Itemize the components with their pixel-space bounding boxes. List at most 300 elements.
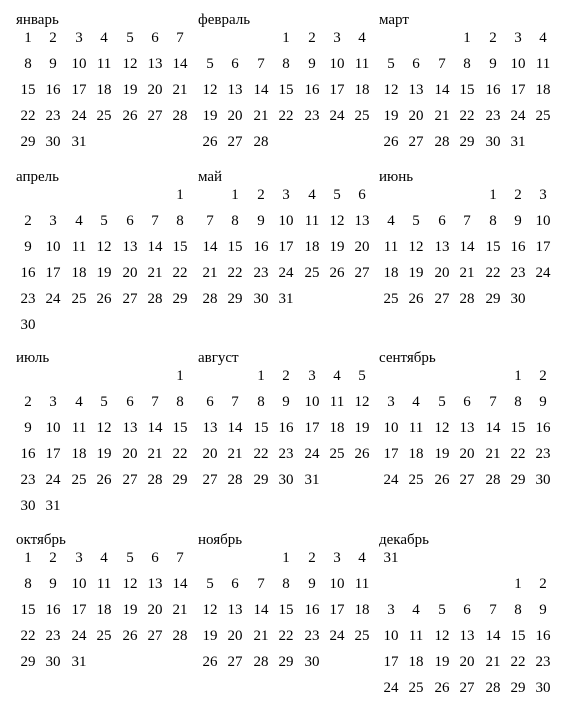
- day-cell: 4: [100, 550, 108, 566]
- day-cell: 2: [539, 368, 547, 384]
- day-cell: 8: [24, 576, 32, 592]
- day-cell: 7: [151, 213, 159, 229]
- day-cell: 7: [151, 394, 159, 410]
- day-cell: 11: [96, 576, 112, 592]
- day-cell: 6: [231, 56, 239, 72]
- day-cell: 3: [75, 550, 83, 566]
- day-cell: 19: [202, 628, 218, 644]
- week-row: [379, 363, 551, 389]
- day-cell: 22: [278, 108, 294, 124]
- day-cell: 29: [172, 291, 188, 307]
- month-title: май: [198, 169, 223, 185]
- day-cell: 15: [253, 420, 269, 436]
- day-cell: 10: [71, 56, 87, 72]
- day-cell: 23: [20, 291, 36, 307]
- day-cell: 28: [434, 134, 450, 150]
- day-cell: 8: [282, 56, 290, 72]
- day-cell: 24: [45, 291, 61, 307]
- week-row: [198, 103, 370, 129]
- day-cell: 6: [151, 30, 159, 46]
- month-grid: [198, 25, 370, 155]
- week-row: [198, 208, 370, 234]
- week-row: [16, 623, 188, 649]
- day-cell: 25: [304, 265, 320, 281]
- day-cell: 4: [387, 213, 395, 229]
- day-cell: 25: [408, 680, 424, 696]
- day-cell: 17: [45, 265, 61, 281]
- week-row: [379, 675, 551, 701]
- day-cell: 23: [278, 446, 294, 462]
- day-cell: 25: [408, 472, 424, 488]
- week-row: [198, 545, 370, 571]
- week-row: [16, 208, 188, 234]
- day-cell: 1: [282, 30, 290, 46]
- week-row: [198, 415, 370, 441]
- day-cell: 7: [489, 394, 497, 410]
- day-cell: 28: [227, 472, 243, 488]
- day-cell: 19: [202, 108, 218, 124]
- week-row: [198, 649, 370, 675]
- day-cell: 17: [383, 446, 399, 462]
- day-cell: 12: [408, 239, 424, 255]
- day-cell: 22: [227, 265, 243, 281]
- day-cell: 17: [71, 602, 87, 618]
- week-row: [16, 571, 188, 597]
- day-cell: 4: [308, 187, 316, 203]
- day-cell: 13: [202, 420, 218, 436]
- day-cell: 5: [358, 368, 366, 384]
- day-cell: 18: [354, 82, 370, 98]
- day-cell: 4: [75, 394, 83, 410]
- month-title: октябрь: [16, 532, 66, 548]
- day-cell: 1: [231, 187, 239, 203]
- day-cell: 22: [459, 108, 475, 124]
- day-cell: 29: [278, 654, 294, 670]
- day-cell: 27: [408, 134, 424, 150]
- month-grid: [16, 363, 188, 519]
- week-row: [16, 415, 188, 441]
- day-cell: 13: [434, 239, 450, 255]
- day-cell: 7: [438, 56, 446, 72]
- month-grid: [379, 363, 551, 493]
- day-cell: 29: [253, 472, 269, 488]
- day-cell: 6: [126, 394, 134, 410]
- day-cell: 30: [278, 472, 294, 488]
- day-cell: 9: [514, 213, 522, 229]
- day-cell: 10: [510, 56, 526, 72]
- day-cell: 15: [172, 420, 188, 436]
- day-cell: 11: [304, 213, 320, 229]
- week-row: [379, 260, 551, 286]
- day-cell: 10: [71, 576, 87, 592]
- day-cell: 29: [20, 134, 36, 150]
- month-title: март: [379, 12, 409, 28]
- day-cell: 9: [49, 576, 57, 592]
- month-grid: [16, 545, 188, 675]
- day-cell: 5: [206, 56, 214, 72]
- day-cell: 26: [329, 265, 345, 281]
- week-row: [379, 182, 551, 208]
- month-grid: [379, 25, 551, 155]
- day-cell: 14: [485, 628, 501, 644]
- day-cell: 4: [358, 30, 366, 46]
- day-cell: 29: [510, 472, 526, 488]
- day-cell: 26: [202, 654, 218, 670]
- day-cell: 1: [282, 550, 290, 566]
- day-cell: 11: [354, 576, 370, 592]
- week-row: [379, 389, 551, 415]
- day-cell: 23: [485, 108, 501, 124]
- day-cell: 1: [176, 368, 184, 384]
- day-cell: 24: [304, 446, 320, 462]
- day-cell: 24: [71, 628, 87, 644]
- day-cell: 14: [172, 56, 188, 72]
- day-cell: 13: [122, 420, 138, 436]
- day-cell: 13: [408, 82, 424, 98]
- month-grid: [198, 545, 370, 675]
- day-cell: 12: [354, 394, 370, 410]
- day-cell: 23: [20, 472, 36, 488]
- day-cell: 5: [100, 394, 108, 410]
- day-cell: 20: [147, 82, 163, 98]
- day-cell: 7: [257, 56, 265, 72]
- day-cell: 30: [45, 134, 61, 150]
- day-cell: 28: [459, 291, 475, 307]
- day-cell: 15: [459, 82, 475, 98]
- day-cell: 16: [45, 82, 61, 98]
- week-row: [198, 129, 370, 155]
- day-cell: 11: [408, 420, 424, 436]
- day-cell: 29: [227, 291, 243, 307]
- day-cell: 18: [383, 265, 399, 281]
- day-cell: 11: [535, 56, 551, 72]
- day-cell: 12: [434, 420, 450, 436]
- day-cell: 30: [535, 680, 551, 696]
- day-cell: 25: [329, 446, 345, 462]
- day-cell: 28: [485, 472, 501, 488]
- day-cell: 8: [176, 213, 184, 229]
- day-cell: 19: [434, 654, 450, 670]
- day-cell: 27: [202, 472, 218, 488]
- day-cell: 14: [147, 420, 163, 436]
- week-row: [198, 182, 370, 208]
- week-row: [379, 103, 551, 129]
- week-row: [198, 363, 370, 389]
- week-row: [16, 103, 188, 129]
- day-cell: 7: [176, 550, 184, 566]
- day-cell: 3: [333, 30, 341, 46]
- day-cell: 29: [172, 472, 188, 488]
- day-cell: 16: [510, 239, 526, 255]
- day-cell: 3: [387, 602, 395, 618]
- day-cell: 10: [278, 213, 294, 229]
- week-row: [16, 129, 188, 155]
- day-cell: 5: [100, 213, 108, 229]
- day-cell: 11: [354, 56, 370, 72]
- week-row: [379, 234, 551, 260]
- day-cell: 5: [387, 56, 395, 72]
- day-cell: 3: [75, 30, 83, 46]
- day-cell: 2: [257, 187, 265, 203]
- day-cell: 31: [71, 654, 87, 670]
- day-cell: 6: [206, 394, 214, 410]
- day-cell: 12: [329, 213, 345, 229]
- day-cell: 20: [202, 446, 218, 462]
- day-cell: 27: [434, 291, 450, 307]
- day-cell: 8: [24, 56, 32, 72]
- day-cell: 3: [49, 213, 57, 229]
- day-cell: 7: [463, 213, 471, 229]
- day-cell: 7: [176, 30, 184, 46]
- day-cell: 14: [227, 420, 243, 436]
- day-cell: 3: [514, 30, 522, 46]
- day-cell: 3: [49, 394, 57, 410]
- day-cell: 10: [45, 420, 61, 436]
- day-cell: 31: [510, 134, 526, 150]
- day-cell: 25: [354, 628, 370, 644]
- month-title: август: [198, 350, 239, 366]
- week-row: [379, 545, 551, 571]
- day-cell: 29: [485, 291, 501, 307]
- week-row: [16, 312, 188, 338]
- day-cell: 9: [282, 394, 290, 410]
- month-title: сентябрь: [379, 350, 436, 366]
- day-cell: 20: [227, 108, 243, 124]
- day-cell: 24: [383, 472, 399, 488]
- day-cell: 24: [535, 265, 551, 281]
- day-cell: 16: [485, 82, 501, 98]
- day-cell: 20: [459, 446, 475, 462]
- day-cell: 30: [20, 498, 36, 514]
- day-cell: 22: [510, 446, 526, 462]
- day-cell: 4: [100, 30, 108, 46]
- month-title: январь: [16, 12, 59, 28]
- week-row: [16, 182, 188, 208]
- week-row: [16, 51, 188, 77]
- day-cell: 30: [510, 291, 526, 307]
- day-cell: 19: [408, 265, 424, 281]
- day-cell: 13: [147, 576, 163, 592]
- day-cell: 12: [96, 420, 112, 436]
- day-cell: 2: [24, 213, 32, 229]
- week-row: [198, 260, 370, 286]
- day-cell: 25: [71, 291, 87, 307]
- day-cell: 20: [459, 654, 475, 670]
- day-cell: 20: [434, 265, 450, 281]
- day-cell: 21: [485, 446, 501, 462]
- day-cell: 30: [304, 654, 320, 670]
- day-cell: 22: [253, 446, 269, 462]
- day-cell: 21: [147, 446, 163, 462]
- day-cell: 2: [308, 30, 316, 46]
- month-grid: [16, 182, 188, 338]
- day-cell: 9: [308, 56, 316, 72]
- day-cell: 19: [354, 420, 370, 436]
- day-cell: 27: [354, 265, 370, 281]
- day-cell: 9: [539, 394, 547, 410]
- day-cell: 12: [434, 628, 450, 644]
- day-cell: 26: [96, 472, 112, 488]
- day-cell: 11: [71, 420, 87, 436]
- day-cell: 1: [463, 30, 471, 46]
- day-cell: 11: [383, 239, 399, 255]
- week-row: [198, 25, 370, 51]
- day-cell: 18: [96, 602, 112, 618]
- day-cell: 14: [253, 82, 269, 98]
- day-cell: 20: [147, 602, 163, 618]
- week-row: [16, 597, 188, 623]
- day-cell: 11: [408, 628, 424, 644]
- week-row: [379, 441, 551, 467]
- day-cell: 18: [535, 82, 551, 98]
- week-row: [198, 441, 370, 467]
- day-cell: 21: [485, 654, 501, 670]
- day-cell: 27: [122, 291, 138, 307]
- day-cell: 18: [408, 446, 424, 462]
- day-cell: 9: [539, 602, 547, 618]
- day-cell: 29: [510, 680, 526, 696]
- day-cell: 9: [49, 56, 57, 72]
- week-row: [16, 389, 188, 415]
- day-cell: 18: [304, 239, 320, 255]
- day-cell: 28: [147, 291, 163, 307]
- day-cell: 2: [49, 550, 57, 566]
- day-cell: 22: [510, 654, 526, 670]
- week-row: [379, 649, 551, 675]
- week-row: [379, 208, 551, 234]
- day-cell: 8: [463, 56, 471, 72]
- day-cell: 16: [20, 446, 36, 462]
- day-cell: 15: [227, 239, 243, 255]
- day-cell: 14: [253, 602, 269, 618]
- day-cell: 7: [489, 602, 497, 618]
- day-cell: 23: [253, 265, 269, 281]
- day-cell: 28: [172, 108, 188, 124]
- month-title: ноябрь: [198, 532, 243, 548]
- day-cell: 24: [45, 472, 61, 488]
- day-cell: 9: [24, 420, 32, 436]
- day-cell: 15: [278, 602, 294, 618]
- day-cell: 8: [514, 394, 522, 410]
- day-cell: 2: [489, 30, 497, 46]
- day-cell: 15: [510, 420, 526, 436]
- day-cell: 11: [96, 56, 112, 72]
- day-cell: 29: [459, 134, 475, 150]
- week-row: [379, 77, 551, 103]
- day-cell: 4: [358, 550, 366, 566]
- week-row: [379, 415, 551, 441]
- day-cell: 13: [227, 602, 243, 618]
- day-cell: 2: [49, 30, 57, 46]
- day-cell: 26: [96, 291, 112, 307]
- day-cell: 29: [20, 654, 36, 670]
- day-cell: 31: [45, 498, 61, 514]
- day-cell: 23: [535, 654, 551, 670]
- day-cell: 30: [253, 291, 269, 307]
- week-row: [379, 623, 551, 649]
- day-cell: 16: [45, 602, 61, 618]
- week-row: [198, 389, 370, 415]
- day-cell: 8: [257, 394, 265, 410]
- day-cell: 4: [75, 213, 83, 229]
- day-cell: 8: [282, 576, 290, 592]
- day-cell: 22: [20, 108, 36, 124]
- day-cell: 25: [354, 108, 370, 124]
- day-cell: 23: [45, 628, 61, 644]
- day-cell: 21: [202, 265, 218, 281]
- day-cell: 10: [45, 239, 61, 255]
- day-cell: 3: [282, 187, 290, 203]
- day-cell: 1: [514, 368, 522, 384]
- month-title: апрель: [16, 169, 59, 185]
- day-cell: 18: [71, 265, 87, 281]
- day-cell: 4: [412, 394, 420, 410]
- week-row: [16, 441, 188, 467]
- month-grid: [379, 182, 551, 312]
- day-cell: 30: [485, 134, 501, 150]
- day-cell: 21: [253, 108, 269, 124]
- day-cell: 10: [383, 628, 399, 644]
- day-cell: 1: [24, 550, 32, 566]
- day-cell: 26: [383, 134, 399, 150]
- day-cell: 17: [71, 82, 87, 98]
- week-row: [16, 493, 188, 519]
- day-cell: 25: [71, 472, 87, 488]
- day-cell: 18: [329, 420, 345, 436]
- week-row: [16, 286, 188, 312]
- day-cell: 19: [329, 239, 345, 255]
- day-cell: 26: [434, 680, 450, 696]
- week-row: [198, 597, 370, 623]
- day-cell: 6: [412, 56, 420, 72]
- day-cell: 12: [202, 602, 218, 618]
- day-cell: 17: [278, 239, 294, 255]
- week-row: [198, 571, 370, 597]
- day-cell: 21: [253, 628, 269, 644]
- day-cell: 4: [412, 602, 420, 618]
- week-row: [198, 234, 370, 260]
- day-cell: 13: [227, 82, 243, 98]
- day-cell: 12: [96, 239, 112, 255]
- day-cell: 22: [172, 446, 188, 462]
- day-cell: 14: [172, 576, 188, 592]
- day-cell: 17: [45, 446, 61, 462]
- day-cell: 13: [122, 239, 138, 255]
- day-cell: 18: [408, 654, 424, 670]
- day-cell: 27: [459, 472, 475, 488]
- week-row: [16, 649, 188, 675]
- day-cell: 31: [304, 472, 320, 488]
- day-cell: 1: [257, 368, 265, 384]
- day-cell: 31: [383, 550, 399, 566]
- month-title: июль: [16, 350, 50, 366]
- day-cell: 28: [485, 680, 501, 696]
- day-cell: 15: [20, 602, 36, 618]
- day-cell: 24: [510, 108, 526, 124]
- day-cell: 2: [282, 368, 290, 384]
- day-cell: 15: [20, 82, 36, 98]
- day-cell: 27: [147, 628, 163, 644]
- day-cell: 26: [408, 291, 424, 307]
- day-cell: 17: [383, 654, 399, 670]
- day-cell: 7: [257, 576, 265, 592]
- day-cell: 10: [329, 56, 345, 72]
- week-row: [16, 77, 188, 103]
- week-row: [379, 25, 551, 51]
- day-cell: 27: [459, 680, 475, 696]
- week-row: [379, 597, 551, 623]
- day-cell: 9: [257, 213, 265, 229]
